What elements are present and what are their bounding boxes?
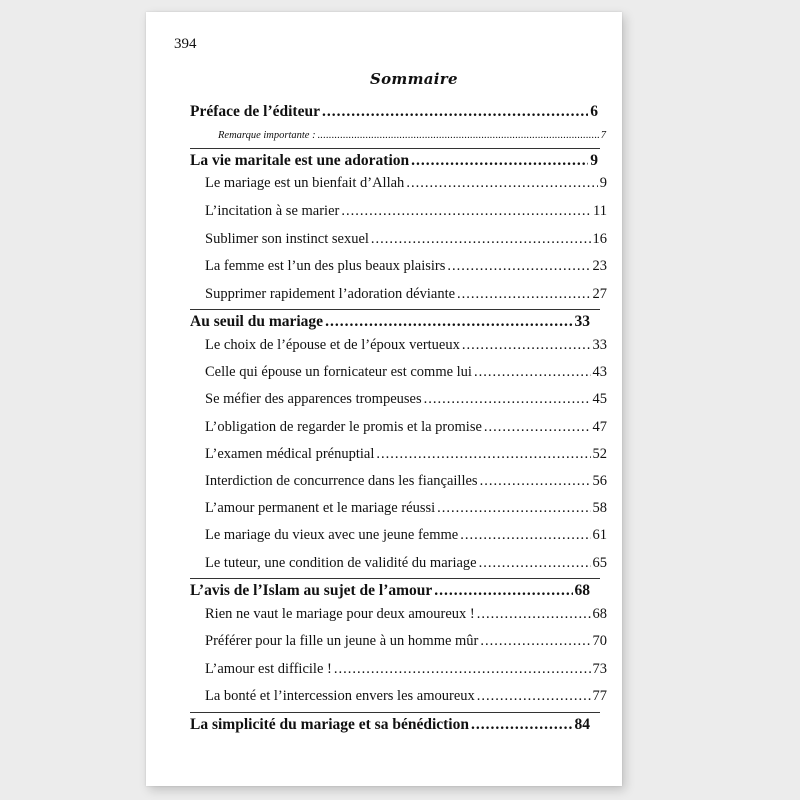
toc-entry-title: L’amour est difficile ! xyxy=(205,661,332,677)
toc-entry xyxy=(205,500,607,517)
toc-entry-page: 6 xyxy=(590,103,598,120)
toc-entry-page: 65 xyxy=(592,555,607,571)
toc-entry-page: 11 xyxy=(593,203,607,219)
dot-leader xyxy=(484,419,591,436)
toc-entry xyxy=(205,364,607,381)
toc-entry-title: Au seuil du mariage xyxy=(190,313,324,330)
toc-entry-page: 68 xyxy=(574,582,590,599)
toc-entry-title: L’avis de l’Islam au sujet de l’amour xyxy=(190,582,433,599)
toc-entry-title: Se méfier des apparences trompeuses xyxy=(205,391,422,407)
toc-entry-title: Préface de l’éditeur xyxy=(190,103,320,120)
toc-entry xyxy=(205,286,607,303)
toc-entry-title: Interdiction de concurrence dans les fiançailles xyxy=(205,473,478,489)
toc-entry-page: 68 xyxy=(592,606,607,622)
toc-entry-title: Rien ne vaut le mariage pour deux amoureux ! xyxy=(205,606,475,622)
dot-leader xyxy=(462,337,591,354)
toc-entry xyxy=(205,391,607,408)
toc-entry xyxy=(205,175,607,192)
toc-entry-page: 33 xyxy=(574,313,590,330)
toc-entry-page: 23 xyxy=(592,258,607,274)
toc-entry-title: Celle qui épouse un fornicateur est comme lui xyxy=(205,364,472,380)
toc-section-seuil-mariage xyxy=(190,313,590,331)
toc-entry-title: Sublimer son instinct sexuel xyxy=(205,231,369,247)
dot-leader xyxy=(318,130,599,141)
toc-entry-page: 61 xyxy=(592,527,607,543)
dot-leader xyxy=(477,606,591,623)
dot-leader xyxy=(480,633,590,650)
toc-entry-title: Le mariage du vieux avec une jeune femme xyxy=(205,527,459,543)
toc-entry xyxy=(205,688,607,705)
toc-entry-page: 7 xyxy=(600,130,606,141)
toc-entry-title: Remarque importante : xyxy=(218,130,316,141)
toc-entry-page: 77 xyxy=(592,688,607,704)
toc-entry-page: 27 xyxy=(592,286,607,302)
dot-leader xyxy=(471,716,573,734)
toc-section-avis-islam xyxy=(190,582,590,600)
dot-leader xyxy=(376,446,590,463)
dot-leader xyxy=(322,103,588,121)
toc-entry-page: 84 xyxy=(574,716,590,733)
dot-leader xyxy=(424,391,591,408)
toc-entry-title: Le choix de l’épouse et de l’époux vertueux xyxy=(205,337,460,353)
toc-section-preface xyxy=(190,103,598,121)
dot-leader xyxy=(341,203,591,220)
toc-entry-title: La vie maritale est une adoration xyxy=(190,152,410,169)
toc-section-simplicite xyxy=(190,716,590,734)
dot-leader xyxy=(371,231,591,248)
toc-entry-title: La bonté et l’intercession envers les amoureux xyxy=(205,688,475,704)
section-divider xyxy=(190,148,600,149)
toc-entry-title: L’amour permanent et le mariage réussi xyxy=(205,500,436,516)
dot-leader xyxy=(479,555,591,572)
toc-entry-title: La simplicité du mariage et sa bénédiction xyxy=(190,716,469,733)
toc-entry-page: 9 xyxy=(599,175,607,191)
dot-leader xyxy=(334,661,591,678)
dot-leader xyxy=(457,286,590,303)
dot-leader xyxy=(406,175,597,192)
dot-leader xyxy=(437,500,590,517)
toc-entry xyxy=(205,231,607,248)
toc-entry-page: 47 xyxy=(592,419,607,435)
section-divider xyxy=(190,712,600,713)
toc-entry xyxy=(205,473,607,490)
dot-leader xyxy=(434,582,572,600)
toc-title: Sommaire xyxy=(370,70,458,88)
toc-entry-page: 33 xyxy=(592,337,607,353)
toc-entry-title: L’obligation de regarder le promis et la promise xyxy=(205,419,482,435)
toc-entry xyxy=(205,203,607,220)
toc-entry xyxy=(205,661,607,678)
toc-entry-title: L’examen médical prénuptial xyxy=(205,446,375,462)
toc-entry xyxy=(205,555,607,572)
toc-entry-title: Le mariage est un bienfait d’Allah xyxy=(205,175,405,191)
page-number: 394 xyxy=(174,36,197,52)
toc-entry-page: 43 xyxy=(592,364,607,380)
toc-entry xyxy=(205,258,607,275)
toc-entry-page: 73 xyxy=(592,661,607,677)
section-divider xyxy=(190,578,600,579)
toc-entry-page: 9 xyxy=(590,152,598,169)
dot-leader xyxy=(480,473,591,490)
toc-entry xyxy=(205,606,607,623)
toc-entry-page: 16 xyxy=(592,231,607,247)
toc-entry xyxy=(205,527,607,544)
dot-leader xyxy=(460,527,590,544)
toc-entry-page: 56 xyxy=(592,473,607,489)
toc-section-vie-maritale xyxy=(190,152,598,170)
section-divider xyxy=(190,309,600,310)
toc-entry-page: 70 xyxy=(592,633,607,649)
toc-entry-title: Supprimer rapidement l’adoration déviante xyxy=(205,286,456,302)
toc-entry xyxy=(205,419,607,436)
toc-entry-title: Le tuteur, une condition de validité du mariage xyxy=(205,555,477,571)
toc-entry xyxy=(205,446,607,463)
dot-leader xyxy=(477,688,591,705)
dot-leader xyxy=(474,364,591,381)
toc-entry-title: L’incitation à se marier xyxy=(205,203,340,219)
toc-entry-title: Préférer pour la fille un jeune à un homme mûr xyxy=(205,633,479,649)
toc-entry-title: La femme est l’un des plus beaux plaisirs xyxy=(205,258,446,274)
toc-entry xyxy=(205,633,607,650)
toc-entry-page: 45 xyxy=(592,391,607,407)
toc-note-remarque xyxy=(218,130,606,141)
dot-leader xyxy=(411,152,588,170)
toc-entry-page: 58 xyxy=(592,500,607,516)
toc-entry xyxy=(205,337,607,354)
dot-leader xyxy=(447,258,590,275)
toc-entry-page: 52 xyxy=(592,446,607,462)
dot-leader xyxy=(325,313,572,331)
